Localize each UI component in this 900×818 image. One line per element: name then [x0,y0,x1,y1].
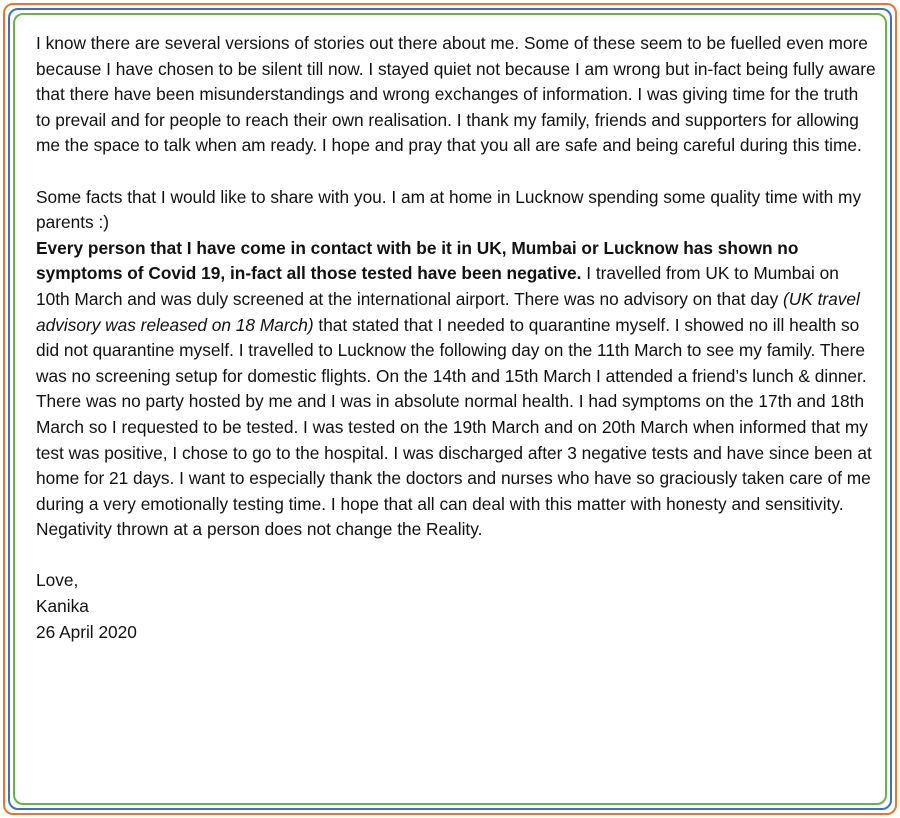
advisory-note: (UK travel advisory was released on 18 March) [36,288,860,335]
closing-line: Negativity thrown at a person does not change the Reality. [36,519,483,540]
signoff-spacer [36,543,876,569]
statement-body [36,31,876,645]
paragraph-facts [36,236,876,518]
signoff-salutation: Love, [36,570,79,591]
signoff-date: 26 April 2020 [36,621,137,642]
travel-details-b: that stated that I needed to quarantine myself. I showed no ill health so did not quarantine myself. I travelled to Lucknow the following day on the 11th March to see my family. There was no screening setup for domestic flights. On the 14th and 15th March I attended a friend’s lunch & dinner. There was no party hosted by me and I was in absolute normal health. I had symptoms on the 17th and 18th March so I requested to be tested. I was tested on the 19th March and on 20th March when informed that my test was positive, I chose to go to the hospital. I was discharged after 3 negative tests and have since been at home for 21 days. I want to especially thank the doctors and nurses who have so graciously taken care of me during a very emotionally testing time. I hope that all can deal with this matter with honesty and sensitivity. [36,314,872,514]
bold-statement: Every person that I have come in contact with be it in UK, Mumbai or Lucknow has shown no symptoms of Covid 19, in-fact all those tested have been negative. [36,237,799,284]
paragraph-intro: I know there are several versions of stories out there about me. Some of these seem to be fuelled even more because I have chosen to be silent till now. I stayed quiet not because I am wrong but in-fact being fully aware that there have been misunderstandings and wrong exchanges of information. I was giving time for the truth to prevail and for people to reach their own realisation. I thank my family, friends and supporters for allowing me the space to talk when am ready. I hope and pray that you all are safe and being careful during this time. [36,33,876,156]
paragraph-spacer [36,159,876,185]
travel-details-a: I travelled from UK to Mumbai on 10th March and was duly screened at the international airport. There was no advisory on that day [36,263,839,309]
paragraph-facts-intro: Some facts that I would like to share with you. I am at home in Lucknow spending some quality time with my parents :) [36,186,862,233]
signoff-name: Kanika [36,596,89,617]
